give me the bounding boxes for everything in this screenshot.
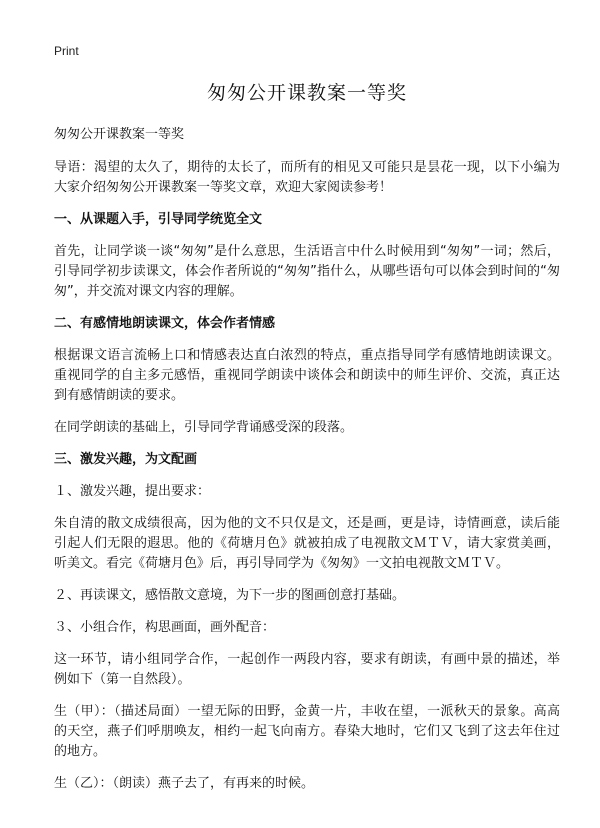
document-subtitle: 匆匆公开课教案一等奖: [54, 127, 185, 142]
section-1-heading: 一、从课题入手，引导同学统览全文: [54, 212, 263, 227]
intro-paragraph: 导语：渴望的太久了，期待的太长了，而所有的相见又可能只是昙花一现，以下小编为大家介绍匆匆公开课教案一等奖文章，欢迎大家阅读参考！: [54, 160, 560, 195]
section-3-paragraph: 生（甲）：（描述局面）一望无际的田野，金黄一片，丰收在望，一派秋天的景象。高高的天空，燕子们呼朋唤友，相约一起飞向南方。春染大地时，它们又飞到了这去年住过的地方。: [54, 704, 560, 759]
section-3-heading: 三、激发兴趣，为文配画: [54, 452, 198, 467]
section-2-heading: 二、有感情地朗读课文，体会作者情感: [54, 316, 276, 331]
section-3-paragraph: 生（乙）：（朗读）燕子去了，有再来的时候。: [54, 776, 315, 791]
section-2-paragraph: 根据课文语言流畅上口和情感表达直白浓烈的特点，重点指导同学有感情地朗读课文。重视同学的自主多元感悟，重视同学朗读中谈体会和朗读中的师生评价、交流，真正达到有感情朗读的要求。: [54, 348, 560, 403]
section-3-paragraph: 这一环节，请小组同学合作，一起创作一两段内容，要求有朗读，有画中景的描述，举例如下（第一自然段）。: [54, 652, 560, 687]
print-link[interactable]: Print: [54, 44, 79, 58]
section-3-paragraph: ３、小组合作，构思画面，画外配音：: [54, 620, 276, 635]
section-3-paragraph: ２、再读课文，感悟散文意境，为下一步的图画创意打基础。: [54, 588, 406, 603]
document-title: 匆匆公开课教案一等奖: [206, 82, 407, 104]
section-2-paragraph: 在同学朗读的基础上，引导同学背诵感受深的段落。: [54, 420, 354, 435]
section-3-paragraph: 朱自清的散文成绩很高，因为他的文不只仅是文，还是画，更是诗，诗情画意，读后能引起人们无限的遐思。他的《荷塘月色》就被拍成了电视散文ＭＴＶ，请大家赏美画，听美文。看完《荷塘月色》后，再引导同学为《匆匆》一文拍电视散文ＭＴＶ。: [54, 516, 560, 571]
section-3-paragraph: １、激发兴趣，提出要求：: [54, 484, 211, 499]
section-1-paragraph: 首先，让同学谈一谈“匆匆”是什么意思，生活语言中什么时候用到“匆匆”一词；然后，引导同学初步读课文，体会作者所说的“匆匆”指什么，从哪些语句可以体会到时间的“匆匆”，并交流对课文内容的理解。: [54, 244, 560, 299]
